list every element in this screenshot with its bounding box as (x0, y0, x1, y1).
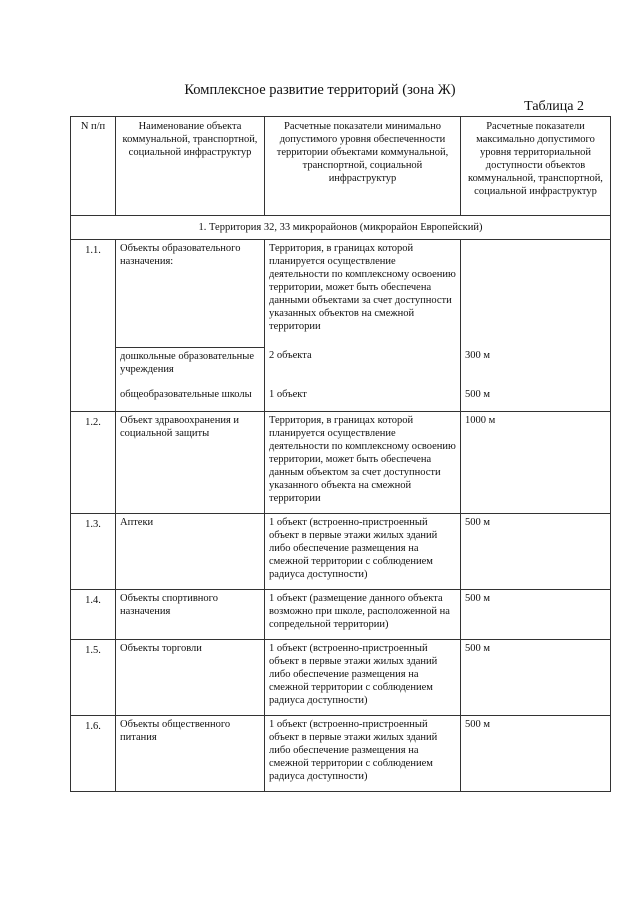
row-num: 1.4. (71, 589, 116, 639)
section-row (71, 216, 611, 240)
table-row (71, 411, 611, 513)
header-min-level: Расчетные показатели минимально допустимого уровня обеспеченности территории объектами коммунальной, транспортной, социальной инфраструктур (265, 117, 461, 216)
row-min-level: Территория, в границах которой планируется осуществление деятельности по комплексному освоению территории, может быть обеспечена данными объектами за счет доступности указанных объектов на смежной территории (265, 240, 461, 348)
subrow-min-level: 2 объекта (265, 347, 461, 386)
subrow-name: общеобразовательные школы (116, 386, 265, 412)
document-title: Комплексное развитие территорий (зона Ж) (184, 82, 456, 98)
row-min-level: Территория, в границах которой планируется осуществление деятельности по комплексному освоению территории, может быть обеспечена данным объектом за счет доступности указанного объекта на смежной территории (265, 411, 461, 513)
subrow-max-access: 300 м (461, 347, 611, 386)
table-header-row (71, 117, 611, 216)
row-min-level: 1 объект (встроенно-пристроенный объект в первые этажи жилых зданий либо обеспечение размещения на смежной территории с соблюдением радиуса доступности) (265, 513, 461, 589)
table-subrow (71, 347, 611, 386)
section-title: 1. Территория 32, 33 микрорайонов (микрорайон Европейский) (71, 216, 611, 240)
row-max-access: 500 м (461, 639, 611, 715)
table-row (71, 240, 611, 348)
table-row (71, 639, 611, 715)
row-num: 1.5. (71, 639, 116, 715)
row-name: Объекты образовательного назначения: (116, 240, 265, 348)
row-name: Объект здравоохранения и социальной защиты (116, 411, 265, 513)
row-min-level: 1 объект (встроенно-пристроенный объект в первые этажи жилых зданий либо обеспечение размещения на смежной территории с соблюдением радиуса доступности) (265, 639, 461, 715)
header-max-access: Расчетные показатели максимально допустимого уровня территориальной доступности объектов коммунальной, транспортной, социальной инфраструктур (461, 117, 611, 216)
table-row (71, 715, 611, 791)
row-num: 1.1. (71, 240, 116, 412)
row-num: 1.2. (71, 411, 116, 513)
row-max-access: 500 м (461, 589, 611, 639)
infrastructure-table (70, 116, 611, 792)
row-max-access: 500 м (461, 513, 611, 589)
table-row (71, 589, 611, 639)
row-min-level: 1 объект (размещение данного объекта возможно при школе, расположенной на сопредельной территории) (265, 589, 461, 639)
table-subrow (71, 386, 611, 412)
table-row (71, 513, 611, 589)
row-name: Объекты торговли (116, 639, 265, 715)
row-name: Объекты спортивного назначения (116, 589, 265, 639)
row-name: Аптеки (116, 513, 265, 589)
row-min-level: 1 объект (встроенно-пристроенный объект в первые этажи жилых зданий либо обеспечение размещения на смежной территории с соблюдением радиуса доступности) (265, 715, 461, 791)
header-num: N п/п (71, 117, 116, 216)
row-num: 1.3. (71, 513, 116, 589)
row-max-access: 1000 м (461, 411, 611, 513)
subrow-name: дошкольные образовательные учреждения (116, 347, 265, 386)
row-max-access: 500 м (461, 715, 611, 791)
row-max-access (461, 240, 611, 348)
row-num: 1.6. (71, 715, 116, 791)
subrow-max-access: 500 м (461, 386, 611, 412)
table-label: Таблица 2 (524, 99, 584, 114)
subrow-min-level: 1 объект (265, 386, 461, 412)
row-name: Объекты общественного питания (116, 715, 265, 791)
header-name: Наименование объекта коммунальной, транспортной, социальной инфраструктур (116, 117, 265, 216)
